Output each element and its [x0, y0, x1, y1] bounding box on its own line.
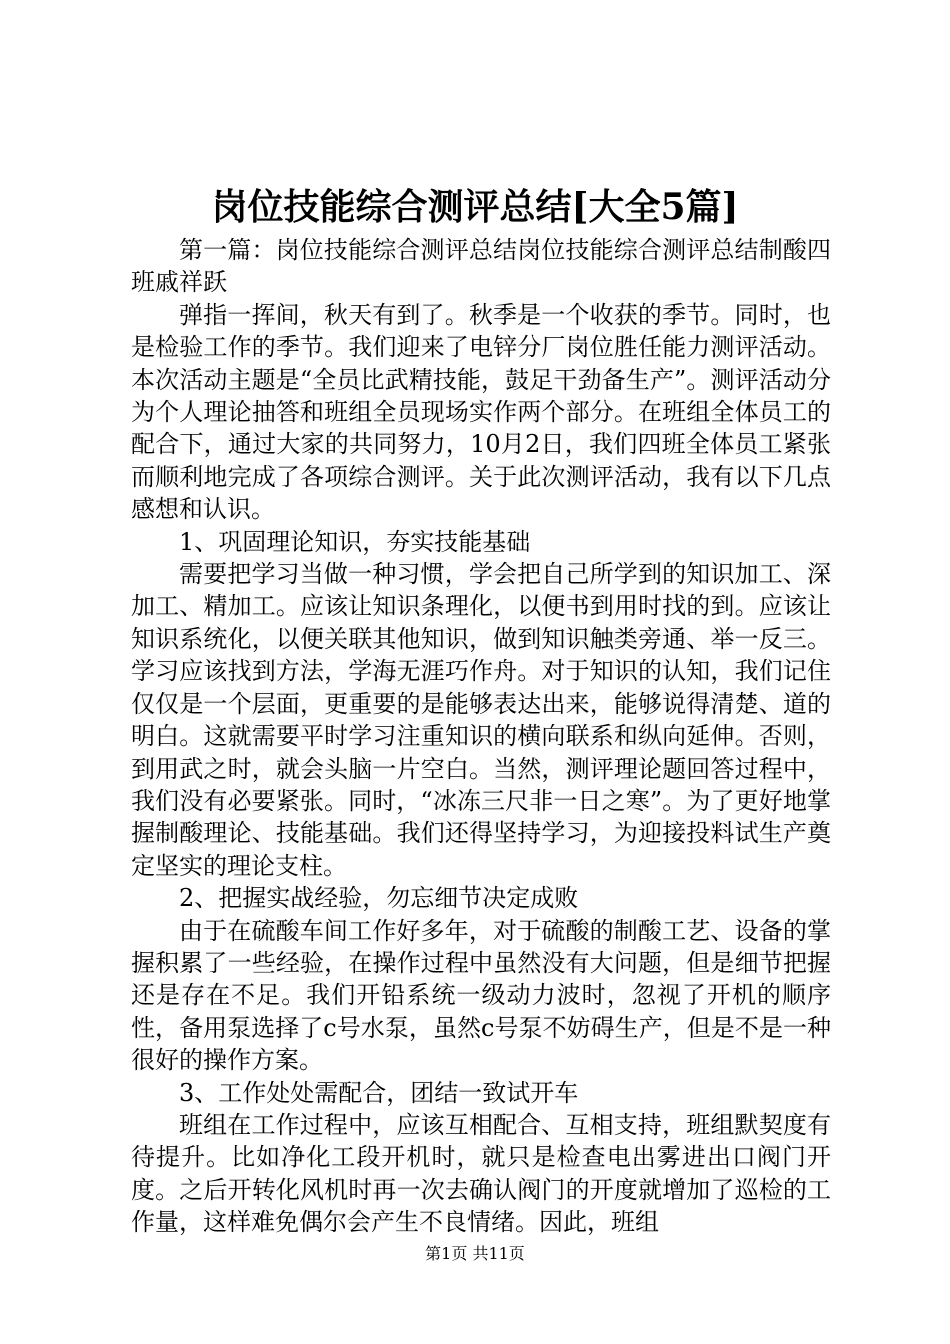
section-heading-2: 2、把握实战经验，勿忘细节决定成败: [179, 884, 579, 913]
document-title: 岗位技能综合测评总结[大全5篇]: [211, 186, 739, 228]
document-body: [131, 234, 831, 1239]
section-heading-1: 1、巩固理论知识，夯实技能基础: [179, 527, 531, 556]
section-heading-3: 3、工作处处需配合，团结一致试开车: [179, 1078, 579, 1107]
page-footer: 第1页 共11页: [425, 1244, 525, 1263]
paragraph-section-3: 班组在工作过程中，应该互相配合、互相支持，班组默契度有待提升。比如净化工段开机时，就只是检查电出雾进出口阀门开度。之后开转化风机时再一次去确认阀门的开度就增加了巡检的工作量，这样难免偶尔会产生不良情绪。因此，班组: [131, 1110, 831, 1237]
paragraph-intro: 弹指一挥间，秋天有到了。秋季是一个收获的季节。同时，也是检验工作的季节。我们迎来了电锌分厂岗位胜任能力测评活动。本次活动主题是“全员比武精技能，鼓足干劲备生产”。测评活动分为个人理论抽答和班组全员现场实作两个部分。在班组全体员工的配合下，通过大家的共同努力，10月2日，我们四班全体员工紧张而顺利地完成了各项综合测评。关于此次测评活动，我有以下几点感想和认识。: [131, 300, 831, 524]
paragraph-section-2: 由于在硫酸车间工作好多年，对于硫酸的制酸工艺、设备的掌握积累了一些经验，在操作过程中虽然没有大问题，但是细节把握还是存在不足。我们开铅系统一级动力波时，忽视了开机的顺序性，备用泵选择了c号水泵，虽然c号泵不妨碍生产，但是不是一种很好的操作方案。: [131, 916, 831, 1075]
paragraph-section-1: 需要把学习当做一种习惯，学会把自己所学到的知识加工、深加工、精加工。应该让知识条理化，以便书到用时找的到。应该让知识系统化，以便关联其他知识，做到知识触类旁通、举一反三。学习应该找到方法，学海无涯巧作舟。对于知识的认知，我们记住仅仅是一个层面，更重要的是能够表达出来，能够说得清楚、道的明白。这就需要平时学习注重知识的横向联系和纵向延伸。否则，到用武之时，就会头脑一片空白。当然，测评理论题回答过程中，我们没有必要紧张。同时，“冰冻三尺非一日之寒”。为了更好地掌握制酸理论、技能基础。我们还得坚持学习，为迎接投料试生产奠定坚实的理论支柱。: [131, 560, 831, 880]
paragraph-chapter-heading: 第一篇：岗位技能综合测评总结岗位技能综合测评总结制酸四班戚祥跃: [131, 236, 831, 297]
